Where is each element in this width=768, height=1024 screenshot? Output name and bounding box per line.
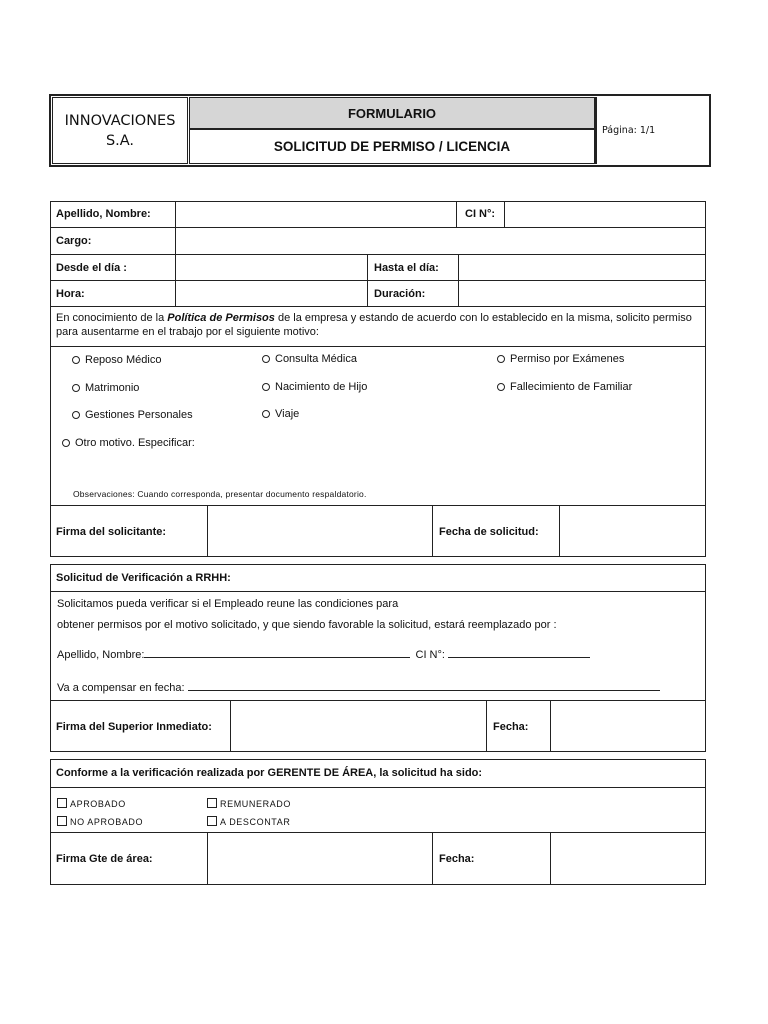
gte-fecha-field[interactable] (551, 832, 706, 885)
desde-field[interactable] (176, 255, 367, 281)
policy-text-pre: En conocimiento de la (56, 312, 168, 324)
aprobado-label: APROBADO (70, 799, 126, 809)
radio-circle-icon[interactable] (72, 411, 80, 419)
form-type: FORMULARIO (347, 105, 437, 121)
firma-gte-field[interactable] (208, 832, 432, 885)
reason-option-otro[interactable] (62, 437, 195, 449)
firma-superior-label-cell (50, 700, 231, 752)
manager-title-cell (50, 759, 706, 788)
descontar-label: A DESCONTAR (220, 817, 291, 827)
duracion-label: Duración: (374, 287, 426, 300)
cargo-label-cell (50, 228, 176, 255)
no-aprobado-label: NO APROBADO (70, 817, 144, 827)
observaciones-text: Observaciones: Cuando corresponda, presentar documento respaldatorio. (73, 489, 367, 499)
page-number: Página: 1/1 (602, 125, 656, 136)
reason-gestiones-label: Gestiones Personales (85, 409, 193, 421)
rrhh-line-2: obtener permisos por el motivo solicitado, y que siendo favorable la solicitud, estará reemplazado por : (57, 619, 557, 631)
rrhh-fecha-label: Fecha: (493, 720, 529, 733)
checkbox-icon[interactable] (57, 816, 67, 826)
observaciones-note (73, 489, 367, 499)
form-type-box (189, 97, 595, 129)
rrhh-title-cell (50, 564, 706, 592)
duracion-label-cell (367, 281, 459, 307)
replacement-name-label: Apellido, Nombre: (57, 649, 145, 661)
apellido-nombre-label: Apellido, Nombre: (56, 208, 151, 220)
hasta-label-cell (367, 255, 459, 281)
replacement-name-line[interactable] (144, 647, 410, 658)
hasta-label: Hasta el día: (374, 261, 439, 274)
rrhh-line-1: Solicitamos pueda verificar si el Empleado reune las condiciones para (57, 598, 399, 610)
replacement-ci-label: CI N°: (415, 649, 445, 661)
reason-option-nacimiento[interactable] (262, 381, 367, 393)
fecha-solicitud-field[interactable] (560, 505, 706, 557)
ci-label: CI N°: (465, 208, 496, 220)
hasta-field[interactable] (459, 255, 706, 281)
firma-solicitante-field[interactable] (208, 505, 432, 557)
ci-field[interactable] (505, 201, 706, 228)
replacement-ci-line[interactable] (448, 647, 590, 658)
firma-solicitante-label-cell (50, 505, 208, 557)
policy-text-post: de la empresa y estando de acuerdo con lo establecido en la misma, solicito permiso para ausentarme en el trabajo por el siguiente motivo: (56, 312, 692, 338)
radio-circle-icon[interactable] (262, 355, 270, 363)
checkbox-icon[interactable] (207, 798, 217, 808)
reason-option-reposo[interactable] (72, 354, 161, 366)
reason-option-consulta[interactable] (262, 353, 357, 365)
desde-label-cell (50, 255, 176, 281)
reason-option-examenes[interactable] (497, 353, 624, 365)
radio-circle-icon[interactable] (72, 384, 80, 392)
reason-option-fallecimiento[interactable] (497, 381, 632, 393)
option-no-aprobado[interactable] (57, 812, 143, 830)
compensate-label: Va a compensar en fecha: (57, 682, 185, 694)
radio-circle-icon[interactable] (72, 356, 80, 364)
manager-title: Conforme a la verificación realizada por GERENTE DE ÁREA, la solicitud ha sido: (56, 767, 483, 779)
apellido-nombre-field[interactable] (176, 201, 456, 228)
radio-circle-icon[interactable] (497, 383, 505, 391)
radio-circle-icon[interactable] (497, 355, 505, 363)
reason-examenes-label: Permiso por Exámenes (510, 353, 625, 365)
radio-circle-icon[interactable] (62, 439, 70, 447)
company-box (52, 97, 188, 164)
firma-gte-label: Firma Gte de área: (56, 853, 153, 865)
reason-reposo-label: Reposo Médico (85, 354, 162, 366)
hora-field[interactable] (176, 281, 367, 307)
radio-circle-icon[interactable] (262, 410, 270, 418)
fecha-solicitud-label-cell (432, 505, 560, 557)
reason-option-matrimonio[interactable] (72, 382, 139, 394)
reason-fallecimiento-label: Fallecimiento de Familiar (510, 381, 633, 393)
policy-statement (50, 307, 706, 347)
option-remunerado[interactable] (207, 794, 291, 812)
reason-option-viaje[interactable] (262, 408, 299, 420)
fecha-solicitud-label: Fecha de solicitud: (439, 525, 539, 538)
apellido-nombre-label-cell (50, 201, 176, 228)
rrhh-title: Solicitud de Verificación a RRHH: (56, 571, 231, 584)
checkbox-icon[interactable] (57, 798, 67, 808)
reason-matrimonio-label: Matrimonio (85, 382, 140, 394)
rrhh-compensate-row (57, 680, 660, 694)
ci-label-cell (456, 201, 505, 228)
option-descontar[interactable] (207, 812, 290, 830)
reason-consulta-label: Consulta Médica (275, 353, 357, 365)
hora-label-cell (50, 281, 176, 307)
reason-nacimiento-label: Nacimiento de Hijo (275, 381, 368, 393)
radio-circle-icon[interactable] (262, 383, 270, 391)
firma-solicitante-label: Firma del solicitante: (56, 525, 167, 538)
firma-superior-label: Firma del Superior Inmediato: (56, 720, 212, 733)
company-name: INNOVACIONES S.A. (64, 112, 176, 149)
rrhh-fecha-field[interactable] (551, 700, 706, 752)
form-title-box (189, 129, 595, 164)
option-aprobado[interactable] (57, 794, 126, 812)
reason-viaje-label: Viaje (275, 408, 300, 420)
page-number-box (595, 97, 708, 164)
form-title: SOLICITUD DE PERMISO / LICENCIA (273, 139, 511, 154)
policy-name: Política de Permisos (167, 312, 275, 324)
gte-fecha-label: Fecha: (439, 853, 475, 865)
duracion-field[interactable] (459, 281, 706, 307)
reason-otro-label: Otro motivo. Especificar: (75, 437, 195, 449)
firma-gte-label-cell (50, 832, 208, 885)
cargo-label: Cargo: (56, 235, 92, 247)
rrhh-replacement-row (57, 647, 590, 661)
rrhh-fecha-label-cell (486, 700, 551, 752)
cargo-field[interactable] (176, 228, 706, 255)
reason-option-gestiones[interactable] (72, 409, 193, 421)
remunerado-label: REMUNERADO (220, 799, 292, 809)
firma-superior-field[interactable] (231, 700, 486, 752)
gte-fecha-label-cell (432, 832, 551, 885)
desde-label: Desde el día : (56, 261, 127, 274)
hora-label: Hora: (56, 287, 85, 300)
checkbox-icon[interactable] (207, 816, 217, 826)
compensate-date-line[interactable] (188, 680, 660, 691)
